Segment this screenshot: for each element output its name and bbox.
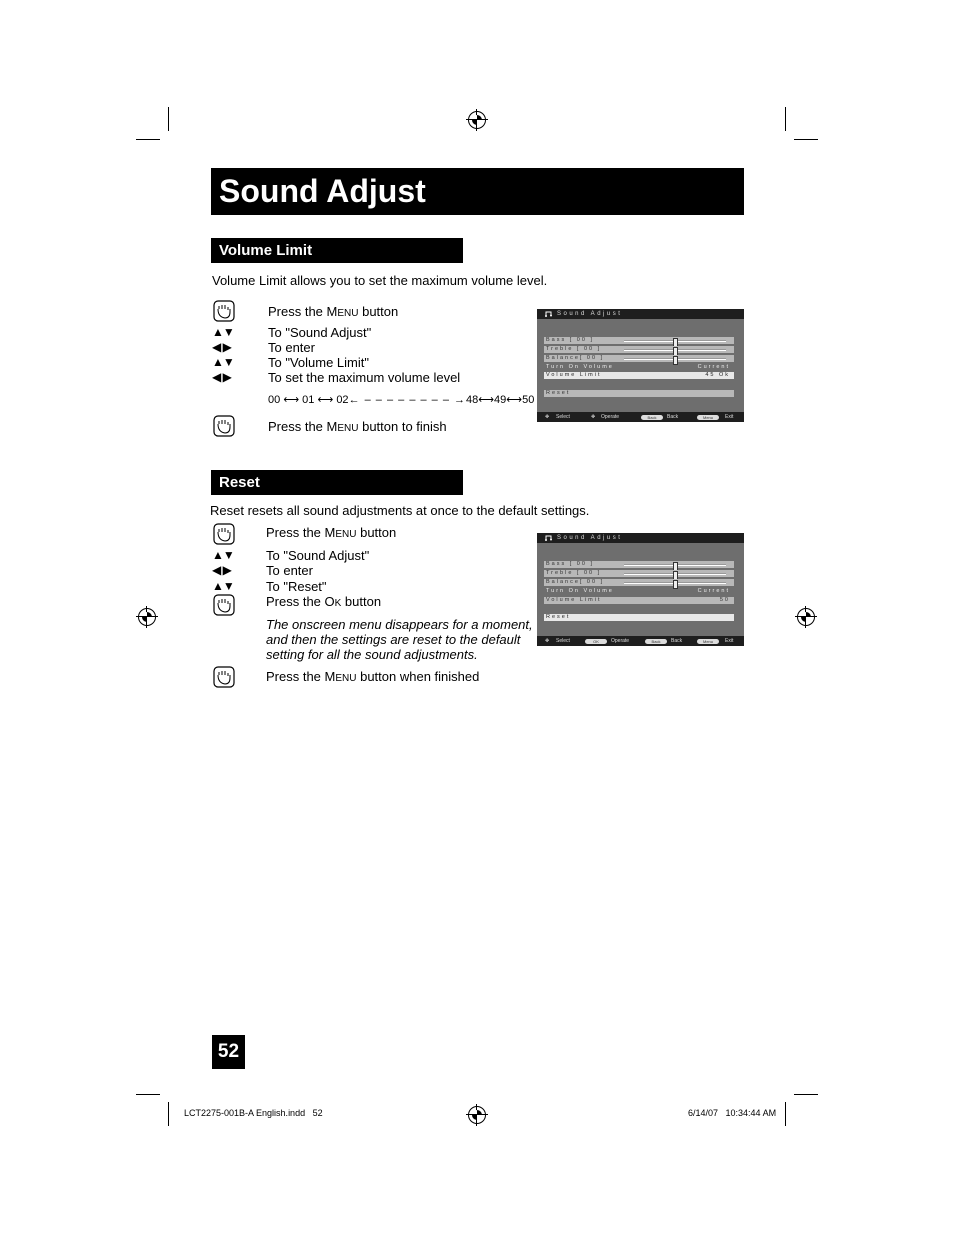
registration-mark-icon (138, 608, 156, 626)
sequence-value: 02 (336, 394, 349, 406)
sequence-value: 01 (302, 394, 315, 406)
left-right-arrows-icon: ◀ ▶ (212, 563, 231, 577)
pointing-hand-icon (213, 523, 235, 545)
reset-step-3: To enter (266, 563, 313, 578)
sequence-value: 00 (268, 394, 281, 406)
section-heading-volume-limit: Volume Limit (211, 238, 463, 263)
select-cross-icon: ✥ (545, 414, 550, 420)
tv-row-balance: Balance[ 00 ] (544, 355, 734, 362)
tv-row-treble: Treble [ 00 ] (544, 346, 734, 353)
tv-row-bass: Bass [ 00 ] (544, 337, 734, 344)
reset-intro: Reset resets all sound adjustments at once to the default settings. (210, 503, 590, 518)
music-note-icon (545, 311, 552, 317)
tv-row-turn-on-volume: Turn On Volume Current (546, 588, 730, 594)
tv-row-bass: Bass [ 00 ] (544, 561, 734, 568)
tv-row-reset: Reset (544, 614, 734, 621)
tv-row-volume-limit: Volume Limit 45 Ok (544, 372, 734, 379)
crop-mark (136, 139, 160, 140)
crop-mark (136, 1094, 160, 1095)
vl-step-3: To enter (268, 340, 315, 355)
double-arrow-icon: ⟷ (283, 394, 300, 406)
registration-mark-icon (468, 111, 486, 129)
reset-step-5: Press the OK button (266, 594, 382, 609)
crop-mark (785, 107, 786, 131)
tv-row-volume-limit: Volume Limit 50 (544, 597, 734, 604)
tv-row-reset: Reset (544, 390, 734, 397)
tv-title: Sound Adjust (557, 535, 623, 541)
vl-step-4: To "Volume Limit" (268, 355, 369, 370)
reset-note-line-3: setting for all the sound adjustments. (266, 647, 478, 662)
pointing-hand-icon (213, 594, 235, 616)
up-down-arrows-icon: ▲▼ (212, 355, 234, 369)
sequence-value: 48 (466, 394, 479, 406)
reset-step-4: To "Reset" (266, 579, 327, 594)
sequence-value: 50 (522, 394, 535, 406)
crop-mark (168, 107, 169, 131)
section-heading-reset: Reset (211, 470, 463, 495)
page-title: Sound Adjust (219, 173, 426, 209)
vl-step-2: To "Sound Adjust" (268, 325, 372, 340)
volume-sequence (268, 394, 534, 407)
select-cross-icon: ✥ (545, 638, 550, 644)
pointing-hand-icon (213, 415, 235, 437)
pointing-hand-icon (213, 300, 235, 322)
reset-note-line-1: The onscreen menu disappears for a moment, (266, 617, 533, 632)
crop-mark (794, 1094, 818, 1095)
crop-mark (794, 139, 818, 140)
up-down-arrows-icon: ▲▼ (212, 548, 234, 562)
dashed-arrow-icon: ← – – – – – – – – → (348, 394, 467, 406)
page-number: 52 (212, 1035, 245, 1069)
page-title-bar (211, 168, 744, 215)
left-right-arrows-icon: ◀ ▶ (212, 370, 231, 384)
music-note-icon (545, 535, 552, 541)
tv-header (537, 309, 744, 319)
registration-mark-icon (468, 1106, 486, 1124)
sequence-value: 49 (494, 394, 507, 406)
tv-screen-sound-adjust (537, 309, 744, 422)
double-arrow-icon: ⟷ (506, 394, 523, 406)
tv-header (537, 533, 744, 543)
volume-limit-intro: Volume Limit allows you to set the maximum volume level. (212, 273, 548, 288)
registration-mark-icon (797, 608, 815, 626)
vl-step-5: To set the maximum volume level (268, 370, 461, 385)
tv-footer: ✥ Select OK Operate Back Back Menu Exit (537, 636, 744, 646)
tv-title: Sound Adjust (557, 311, 623, 317)
reset-step-6: Press the MENU button when finished (266, 669, 480, 684)
crop-mark (168, 1102, 169, 1126)
reset-step-2: To "Sound Adjust" (266, 548, 370, 563)
double-arrow-icon: ⟷ (317, 394, 334, 406)
footer-file-name: LCT2275-001B-A English.indd 52 (184, 1108, 323, 1118)
footer-timestamp: 6/14/07 10:34:44 AM (688, 1108, 777, 1118)
tv-footer: ✥ Select ✥ Operate Back Back Menu Exit (537, 412, 744, 422)
vl-step-1: Press the MENU button (268, 304, 399, 319)
left-right-arrows-icon: ◀ ▶ (212, 340, 231, 354)
double-arrow-icon: ⟷ (478, 394, 495, 406)
vl-step-6: Press the MENU button to finish (268, 419, 447, 434)
tv-row-balance: Balance[ 00 ] (544, 579, 734, 586)
operate-cross-icon: ✥ (591, 414, 596, 420)
tv-screen-reset (537, 533, 744, 646)
crop-mark (785, 1102, 786, 1126)
reset-note-line-2: and then the settings are reset to the default (266, 632, 521, 647)
up-down-arrows-icon: ▲▼ (212, 325, 234, 339)
pointing-hand-icon (213, 666, 235, 688)
up-down-arrows-icon: ▲▼ (212, 579, 234, 593)
reset-step-1: Press the MENU button (266, 525, 397, 540)
tv-row-turn-on-volume: Turn On Volume Current (546, 364, 730, 370)
tv-row-treble: Treble [ 00 ] (544, 570, 734, 577)
